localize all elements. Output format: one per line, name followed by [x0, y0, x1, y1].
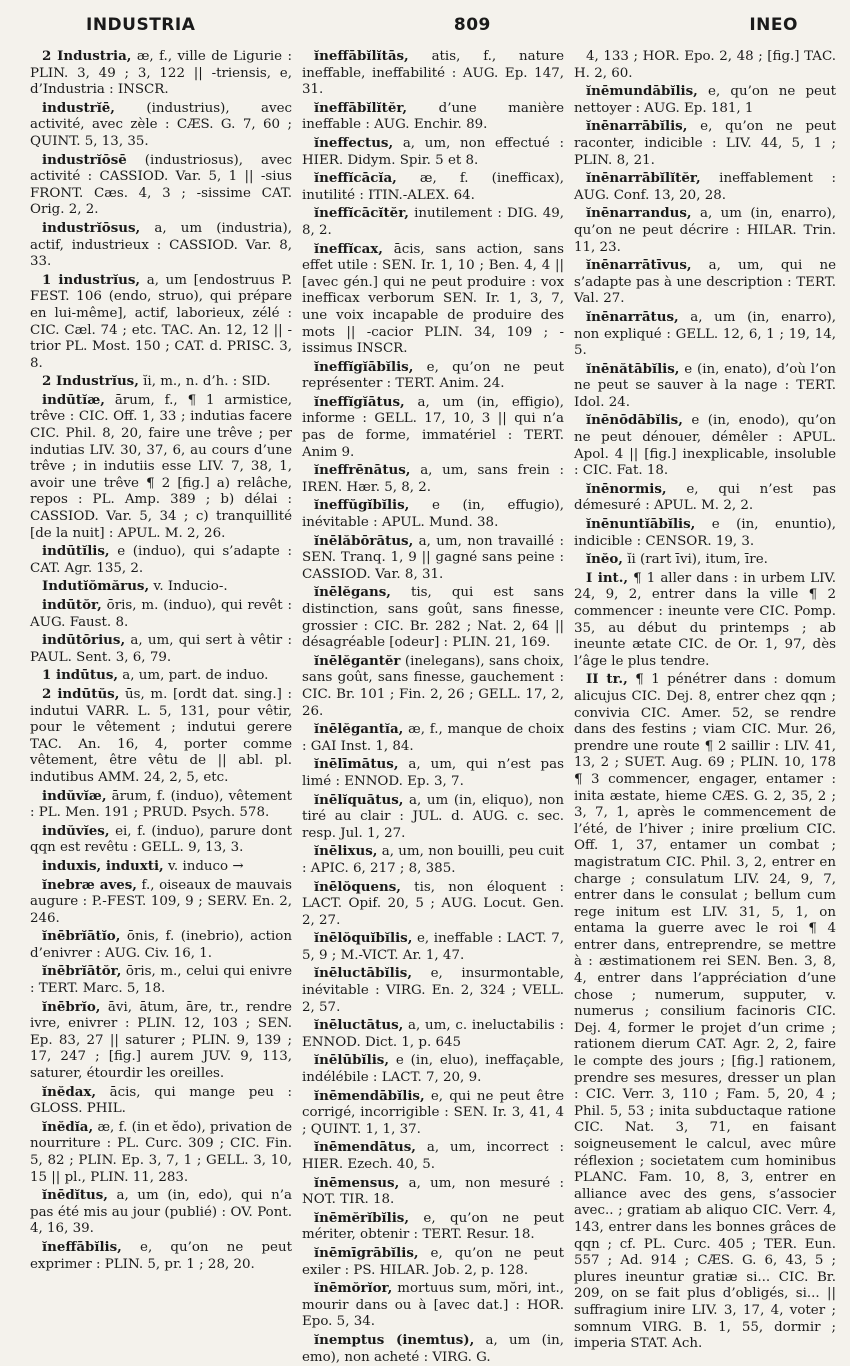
entry-headword: ĭnēnarrātīvus, — [586, 257, 692, 274]
dictionary-entry — [302, 1052, 564, 1086]
dictionary-entry — [30, 578, 292, 596]
entry-definition: a, um, non mesuré : NOT. TIR. 18. — [302, 1175, 564, 1208]
dictionary-entry — [30, 597, 292, 631]
entry-headword: ĭnēnarrābĭlĭtĕr, — [586, 170, 701, 187]
entry-headword: ĭnēlixus, — [314, 843, 378, 860]
entry-definition: tis, non éloquent : LACT. Opif. 20, 5 ; AUG. Locut. Gen. 2, 27. — [302, 879, 564, 928]
entry-headword: ĭnēluctābĭlis, — [314, 965, 413, 982]
column-2 — [302, 48, 564, 1365]
entry-definition: (industrius), avec activité, avec zèle : CÆS. G. 7, 60 ; QUINT. 5, 13, 35. — [30, 100, 292, 149]
entry-headword: ĭneffĭcax, — [314, 240, 383, 257]
dictionary-entry — [302, 653, 564, 720]
entry-headword: ĭnēlĕgantĭa, — [314, 721, 404, 738]
entry-definition: mortuus sum, mŏri, int., mourir dans ou à [avec dat.] : HOR. Epo. 5, 34. — [302, 1281, 564, 1330]
entry-headword: ĭnēnarrandus, — [586, 205, 692, 222]
entry-definition: a, um (industria), actif, industrieux : CASSIOD. Var. 8, 33. — [30, 220, 292, 270]
dictionary-entry — [302, 1280, 564, 1331]
entry-definition: a, um, sans frein : IREN. Hær. 5, 8, 2. — [302, 463, 564, 495]
dictionary-entry — [302, 205, 564, 239]
entry-headword: ĭnēmīgrābĭlis, — [314, 1244, 419, 1261]
entry-headword: ĭneffĭgĭātus, — [314, 393, 405, 410]
entry-definition: ōris, m. (induo), qui revêt : AUG. Faust. 8. — [30, 598, 292, 630]
dictionary-entry — [30, 152, 292, 219]
entry-definition: a, um, non effectué : HIER. Didym. Spir. 5 et 8. — [302, 135, 564, 168]
entry-definition: ōris, m., celui qui enivre : TERT. Marc. 5, 18. — [30, 964, 292, 997]
entry-headword: indūtĭæ, — [42, 391, 105, 408]
entry-definition: tis, qui est sans distinction, sans goût, sans finesse, grossier : CIC. Br. 282 ; Nat. 2, 64 || désagréable [odeur] : PLIN. 21, 169. — [302, 585, 564, 651]
entry-definition: e (in, enato), d’où l’on ne peut se sauver à la nage : TERT. Idol. 24. — [574, 361, 836, 410]
entry-headword: ĭnēlăbōrātus, — [314, 532, 414, 549]
entry-headword: ĭneffābĭlis, — [42, 1238, 122, 1255]
entry-headword: ĭnēmendābĭlis, — [314, 1087, 425, 1104]
entry-headword: II tr., — [586, 671, 628, 688]
dictionary-entry — [574, 170, 836, 204]
entry-headword: 1 indūtus, — [42, 667, 119, 684]
dictionary-entry — [30, 1084, 292, 1118]
dictionary-entry — [30, 220, 292, 271]
entry-headword: ĭnĕdĭa, — [42, 1118, 94, 1135]
entry-definition: v. Inducio-. — [149, 579, 228, 595]
dictionary-entry — [574, 309, 836, 360]
dictionary-entry — [302, 792, 564, 843]
dictionary-entry — [574, 83, 836, 117]
entry-headword: ĭnēnormis, — [586, 480, 667, 497]
entry-definition: æ, f., ville de Ligurie : PLIN. 3, 49 ; 3, 122 || -triensis, e, d’Industria : INSCR. — [30, 49, 292, 98]
entry-headword: ĭnēmensus, — [314, 1174, 400, 1191]
entry-headword: ĭnĕo, — [586, 551, 623, 568]
entry-headword: indŭvĭæ, — [42, 787, 107, 804]
entry-definition: a, um (in, eliquo), non tiré au clair : JUL. d. AUG. c. sec. resp. Jul. 1, 27. — [302, 792, 564, 841]
entry-definition: ¶ 1 pénétrer dans : domum alicujus CIC. Dej. 8, entrer chez qqn ; convivia CIC. Amer. 52, se rendre dans des festins ; viam CIC. Mur. 26, prendre une route ¶ 2 saillir : LIV. 41, 13, 2 ; SUET. Aug. 69 ; PLIN. 10, 178 ¶ 3 commencer, engager, entamer : inita æstate, hieme CÆS. G. 2, 35, 2 ; 3, 7, 1, après le commencement de l’été, de l’hiver ; inire prœlium CIC. Off. 1, 37, entamer un combat ; magistratum CIC. Phil. 3, 2, entrer en charge ; consulatum LIV. 24, 9, 7, entrer dans le consulat ; bellum cum rege initum est LIV. 31, 5, 1, on entama la guerre avec le roi ¶ 4 entrer dans, entreprendre, se mettre à : æstimationem rei SEN. Ben. 3, 8, 4, entrer dans l’appréciation d’une chose ; numerum, supputer, v. numerus ; consilium facinoris CIC. Dej. 4, former le projet d’un crime ; rationem dierum CAT. Agr. 2, 2, faire le compte des jours ; [fig.] rationem, prendre ses mesures, dresser un plan : CIC. Verr. 3, 110 ; Fam. 5, 20, 4 ; Phil. 5, 53 ; inita subductaque ratione CIC. Nat. 3, 71, en faisant soigneusement le calcul, avec mûre réflexion ; societatem cum hominibus PLANC. Fam. 10, 8, 3, entrer en alliance avec des gens, s’associer avec.. ; gratiam ab aliquo CIC. Verr. 4, 143, entrer dans les bonnes grâces de qqn ; cf. PL. Curc. 405 ; TER. Eun. 557 ; Ad. 914 ; CÆS. G. 6, 43, 5 ; plures ineuntur gratiæ si... CIC. Br. 209, on se fait plus d’obligés, si... || suffragium inire LIV. 3, 17, 4, voter ; somnum VIRG. B. 1, 55, dormir ; imperia STAT. Ach. — [574, 672, 836, 1352]
dictionary-entry — [302, 394, 564, 461]
entry-definition: a, um (in, emo), non acheté : VIRG. G. — [302, 1332, 564, 1365]
dictionary-entry — [30, 1239, 292, 1273]
dictionary-entry — [574, 551, 836, 569]
entry-headword: ĭnēnarrābĭlis, — [586, 118, 688, 135]
dictionary-entry — [574, 671, 836, 1352]
dictionary-entry — [30, 686, 292, 787]
dictionary-entry — [302, 756, 564, 790]
entry-headword: 2 Industrĭus, — [42, 373, 139, 390]
entry-definition: f., oiseaux de mauvais augure : P.-FEST. 109, 9 ; SERV. En. 2, 246. — [30, 877, 292, 926]
dictionary-entry — [302, 584, 564, 651]
entry-definition: a, um, part. de induo. — [118, 668, 269, 684]
entry-headword: ĭnebræ aves, — [42, 876, 137, 893]
entry-definition: ¶ 1 aller dans : in urbem LIV. 24, 9, 2, entrer dans la ville ¶ 2 commencer : ineunte vere CIC. Pomp. 35, au début du printemps ; ab ineunte ætate CIC. de Or. 1, 97, dès l’âge le plus tendre. — [574, 570, 836, 669]
entry-definition: a, um, non bouilli, peu cuit : APIC. 6, 217 ; 8, 385. — [302, 844, 564, 876]
entry-definition: ārum, f. (induo), vêtement : PL. Men. 191 ; PRUD. Psych. 578. — [30, 788, 292, 821]
entry-headword: ĭnēdĭtus, — [42, 1187, 108, 1204]
dictionary-entry — [302, 170, 564, 204]
dictionary-entry — [302, 1017, 564, 1051]
entry-definition: (industriosus), avec activité : CASSIOD. Var. 5, 1 || -sius FRONT. Cæs. 4, 3 ; -sissime CAT. Orig. 2, 2. — [30, 152, 292, 218]
page-header — [0, 8, 850, 42]
dictionary-entry — [302, 135, 564, 169]
entry-headword: ĭneffĭcācĭa, — [314, 170, 397, 187]
dictionary-entry — [30, 100, 292, 151]
entry-headword: ĭneffectus, — [314, 134, 394, 151]
entry-headword: ĭnēbrĭātĭo, — [42, 928, 121, 945]
dictionary-entry — [30, 48, 292, 99]
entry-definition: e, qu’on ne peut représenter : TERT. Anim. 24. — [302, 359, 564, 392]
dictionary-entry — [574, 516, 836, 550]
dictionary-entry — [574, 118, 836, 169]
entry-definition: a, um (in, effigio), informe : GELL. 17, 10, 3 || qui n’a pas de forme, immatériel : TERT. Anim 9. — [302, 394, 564, 460]
dictionary-entry — [30, 877, 292, 928]
entry-headword: ĭnēlŏquens, — [314, 878, 401, 895]
entry-definition: e (in, effugio), inévitable : APUL. Mund. 38. — [302, 498, 564, 531]
entry-headword: ĭnēmŏrĭor, — [314, 1280, 393, 1297]
entry-definition: a, um, c. ineluctabilis : ENNOD. Dict. 1, p. 645 — [302, 1018, 564, 1050]
entry-definition: e, qui n’est pas démesuré : APUL. M. 2, 2. — [574, 481, 836, 514]
dictionary-entry — [574, 361, 836, 412]
dictionary-entry — [574, 205, 836, 256]
entry-definition: ineffablement : AUG. Conf. 13, 20, 28. — [574, 171, 836, 203]
dictionary-entry — [30, 272, 292, 373]
entry-headword: ĭneffŭgĭbĭlis, — [314, 497, 410, 514]
entry-headword: ĭnēbrĭātŏr, — [42, 963, 122, 980]
dictionary-entry — [30, 392, 292, 542]
entry-headword: indūtŏr, — [42, 597, 102, 613]
entry-headword: ĭnēmundābĭlis, — [586, 83, 698, 100]
dictionary-entry — [30, 667, 292, 685]
entry-definition: e (in, enuntio), indicible : CENSOR. 19, 3. — [574, 517, 836, 549]
dictionary-entry — [30, 373, 292, 391]
dictionary-entry — [30, 858, 292, 876]
dictionary-entry — [302, 721, 564, 755]
entry-headword: ĭneffrēnātus, — [314, 462, 411, 479]
dictionary-entry — [30, 928, 292, 962]
entry-headword: indūtōrius, — [42, 632, 126, 649]
dictionary-entry — [302, 241, 564, 358]
dictionary-entry — [302, 930, 564, 964]
dictionary-entry — [302, 100, 564, 134]
dictionary-entry — [302, 1139, 564, 1173]
entry-headword: ĭnēmĕrĭbĭlis, — [314, 1209, 409, 1226]
dictionary-entry — [574, 257, 836, 308]
entry-headword: 2 indūtŭs, — [42, 685, 120, 702]
dictionary-entry — [30, 1187, 292, 1238]
dictionary-entry — [302, 462, 564, 496]
left-running-head: INDUSTRIA — [86, 15, 196, 35]
entry-definition: ūs, m. [ordt dat. sing.] : indutui VARR. L. 5, 131, pour vêtir, pour le vêtement ; indutui gerere TAC. An. 16, 4, porter comme vêtement, être vêtu de || abl. pl. indutibus AMM. 24, 2, 5, etc. — [30, 686, 292, 785]
dictionary-entry — [302, 48, 564, 99]
entry-headword: I int., — [586, 569, 629, 586]
entry-headword: ĭnēnuntĭābĭlis, — [586, 516, 696, 533]
entry-headword: ĭnēlūbĭlis, — [314, 1052, 389, 1069]
right-running-head: INEO — [749, 15, 798, 35]
entry-headword: indŭvĭes, — [42, 822, 110, 839]
dictionary-entry — [574, 412, 836, 479]
entry-headword: industrĭōsus, — [42, 219, 141, 236]
entry-headword: ĭnēnōdābĭlis, — [586, 412, 683, 429]
entry-definition: a, um, qui ne s’adapte pas à une description : TERT. Val. 27. — [574, 258, 836, 307]
entry-headword: indūtĭlis, — [42, 543, 110, 560]
entry-headword: industrĭōsē — [42, 151, 127, 168]
entry-definition: d’une manière ineffable : AUG. Enchir. 89. — [302, 100, 564, 133]
entry-definition: e, qu’on ne peut raconter, indicible : LIV. 44, 5, 1 ; PLIN. 8, 21. — [574, 119, 836, 168]
entry-definition: æ, f. (in et ĕdo), privation de nourriture : PL. Curc. 309 ; CIC. Fin. 5, 82 ; PLIN. Ep. 3, 7, 1 ; GELL. 3, 10, 15 || pl., PLIN. 11, 283. — [30, 1119, 292, 1185]
entry-headword: ĭnēlĭquātus, — [314, 791, 404, 808]
entry-headword: ĭnēlŏquĭbĭlis, — [314, 930, 413, 947]
dictionary-entry — [30, 999, 292, 1083]
entry-definition: atis, f., nature ineffable, ineffabilité : AUG. Ep. 147, 31. — [302, 49, 564, 98]
entry-headword: ĭneffĭcācĭtĕr, — [314, 205, 409, 222]
entry-definition: āvi, ātum, āre, tr., rendre ivre, enivrer : PLIN. 12, 103 ; SEN. Ep. 83, 27 || saturer ; PLIN. 9, 139 ; 17, 247 ; [fig.] aurem JUV. 9, 113, saturer, étourdir les oreilles. — [30, 999, 292, 1082]
entry-definition: æ, f., manque de choix : GAI Inst. 1, 84. — [302, 722, 564, 754]
entry-headword: ĭnemptus (inemtus), — [314, 1331, 475, 1348]
entry-headword: 2 Industria, — [42, 48, 132, 64]
dictionary-entry — [302, 843, 564, 877]
entry-definition: ācis, sans action, sans effet utile : SEN. Ir. 1, 10 ; Ben. 4, 4 || [avec gén.] qui ne peut produire : vox inefficax verborum SEN. Ir. 1, 3, 7, une voix incapable de produire des mots || -cacior PLIN. 34, 109 ; -issimus INSCR. — [302, 241, 564, 357]
entry-definition: ĭi (rart īvi), itum, īre. — [622, 552, 768, 568]
entry-definition: a, um (in, enarro), non expliqué : GELL. 12, 6, 1 ; 19, 14, 5. — [574, 309, 836, 359]
entry-definition: a, um, qui n’est pas limé : ENNOD. Ep. 3, 7. — [302, 757, 564, 789]
entry-headword: ĭnēnarrātus, — [586, 308, 679, 325]
entry-headword: ĭnēlĕgantĕr — [314, 652, 401, 669]
dictionary-entry — [574, 570, 836, 671]
dictionary-entry — [574, 481, 836, 515]
entry-definition: e, qui ne peut être corrigé, incorrigible : SEN. Ir. 3, 41, 4 ; QUINT. 1, 1, 37. — [302, 1088, 564, 1137]
dictionary-entry — [302, 1088, 564, 1139]
entry-definition: (inelegans), sans choix, sans goût, sans finesse, gauchement : CIC. Br. 101 ; Fin. 2, 26 ; GELL. 17, 2, 26. — [302, 653, 564, 719]
entry-headword: 1 industrĭus, — [42, 271, 141, 288]
entry-definition: a, um [endostruus P. FEST. 106 (endo, struo), qui prépare en lui-même], actif, laborieux, zélé : CIC. Cæl. 74 ; etc. TAC. An. 12, 12 || -trior PL. Most. 150 ; CAT. d. PRISC. 3, 8. — [30, 272, 293, 371]
dictionary-entry — [302, 497, 564, 531]
dictionary-entry — [302, 533, 564, 584]
column-3 — [574, 48, 836, 1352]
column-1 — [30, 48, 292, 1344]
entry-definition: ĭi, m., n. d’h. : SID. — [138, 374, 271, 390]
dictionary-entry — [30, 788, 292, 822]
entry-headword: induxis, induxti, — [42, 857, 164, 874]
entry-definition: ācis, qui mange peu : GLOSS. PHIL. — [30, 1084, 292, 1117]
entry-headword: industrĭē, — [42, 99, 115, 116]
page-number: 809 — [453, 15, 491, 35]
dictionary-entry — [302, 1210, 564, 1244]
dictionary-entry — [302, 1245, 564, 1279]
dictionary-entry — [302, 1332, 564, 1366]
dictionary-entry — [302, 359, 564, 393]
entry-definition: a, um, incorrect : HIER. Ezech. 40, 5. — [302, 1140, 564, 1172]
entry-headword: ĭnĕdax, — [42, 1083, 97, 1100]
entry-definition: a, um (in, edo), qui n’a pas été mis au jour (publié) : OV. Pont. 4, 16, 39. — [30, 1188, 292, 1237]
entry-definition: e, qu’on ne peut nettoyer : AUG. Ep. 181, 1 — [574, 84, 836, 116]
entry-headword: Indutĭŏmărus, — [42, 578, 150, 595]
dictionary-entry — [30, 543, 292, 577]
dictionary-entry — [302, 879, 564, 930]
entry-definition: a, um (in, enarro), qu’on ne peut décrire : HILAR. Trin. 11, 23. — [574, 206, 836, 255]
entry-definition: v. induco → — [163, 858, 244, 874]
entry-definition: e (in, enodo), qu’on ne peut dénouer, démêler : APUL. Apol. 4 || [fig.] inexplicable, insoluble : CIC. Fat. 18. — [574, 413, 836, 479]
entry-headword: ĭnēbrĭo, — [42, 998, 101, 1015]
entry-headword: ĭnēmendātus, — [314, 1139, 416, 1156]
entry-headword: ĭnēlīmātus, — [314, 756, 399, 773]
entry-definition: ei, f. (induo), parure dont qqn est revêtu : GELL. 9, 13, 3. — [30, 823, 292, 856]
entry-definition: e, qu’on ne peut mériter, obtenir : TERT. Resur. 18. — [302, 1210, 564, 1243]
dictionary-entry — [30, 632, 292, 666]
entry-definition: ārum, f., ¶ 1 armistice, trêve : CIC. Off. 1, 33 ; indutias facere CIC. Phil. 8, 20, faire une trêve ; per indutias LIV. 30, 37, 6, au cours d’une trêve ; in indutiis esse LIV. 7, 38, 1, avoir une trêve ¶ 2 [fig.] a) relâche, repos : PL. Amp. 389 ; b) délai : CASSIOD. Var. 5, 34 ; c) tranquillité [de la nuit] : APUL. M. 2, 26. — [30, 392, 292, 541]
text-columns — [30, 48, 838, 1365]
entry-headword: ĭnēluctātus, — [314, 1017, 404, 1034]
entry-definition: 4, 133 ; HOR. Epo. 2, 48 ; [fig.] TAC. H. 2, 60. — [574, 49, 836, 81]
dictionary-entry — [302, 965, 564, 1016]
entry-definition: a, um, non travaillé : SEN. Tranq. 1, 9 || gagné sans peine : CASSIOD. Var. 8, 31. — [302, 533, 564, 582]
entry-definition: e, qu’on ne peut exiler : PS. HILAR. Job. 2, p. 128. — [302, 1245, 564, 1278]
entry-definition: e (induo), qui s’adapte : CAT. Agr. 135, 2. — [30, 544, 292, 576]
entry-definition: e, ineffable : LACT. 7, 5, 9 ; M.-VICT. Ar. 1, 47. — [302, 931, 564, 963]
entry-headword: ĭneffābĭlĭtās, — [314, 48, 409, 64]
dictionary-entry — [302, 1175, 564, 1209]
entry-definition: inutilement : DIG. 49, 8, 2. — [302, 206, 564, 238]
entry-definition: e, insurmontable, inévitable : VIRG. En. 2, 324 ; VELL. 2, 57. — [302, 966, 564, 1015]
entry-definition: æ, f. (inefficax), inutilité : ITIN.-ALEX. 64. — [302, 171, 564, 203]
entry-headword: ĭneffābĭlĭtĕr, — [314, 99, 408, 116]
entry-definition: e, qu’on ne peut exprimer : PLIN. 5, pr. 1 ; 28, 20. — [30, 1239, 292, 1272]
entry-headword: ĭnēnătābĭlis, — [586, 360, 680, 377]
entry-definition: e (in, eluo), ineffaçable, indélébile : LACT. 7, 20, 9. — [302, 1053, 564, 1086]
dictionary-entry — [30, 1119, 292, 1186]
entry-definition: ōnis, f. (inebrio), action d’enivrer : AUG. Civ. 16, 1. — [30, 929, 292, 961]
entry-headword: ĭneffĭgĭābĭlis, — [314, 358, 414, 375]
dictionary-entry — [574, 48, 836, 82]
dictionary-entry — [30, 963, 292, 997]
entry-headword: ĭnēlĕgans, — [314, 584, 391, 601]
dictionary-entry — [30, 823, 292, 857]
entry-definition: a, um, qui sert à vêtir : PAUL. Sent. 3, 6, 79. — [30, 633, 292, 665]
